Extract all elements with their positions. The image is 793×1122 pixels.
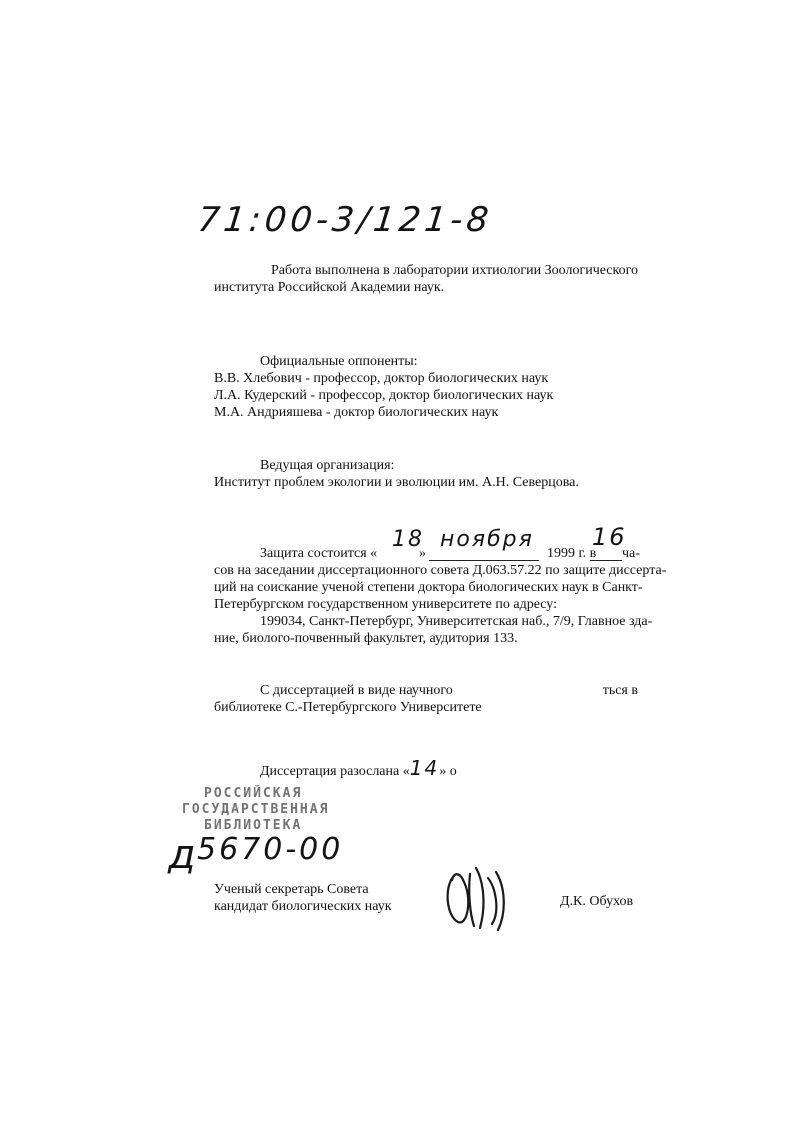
accession-prefix: д — [168, 832, 198, 878]
defense-month: ноября — [440, 527, 534, 552]
distribution-day: 14 — [409, 756, 440, 780]
defense-line1 — [214, 523, 640, 562]
secretary-block — [214, 881, 392, 915]
defense-line4: Петербургском государственном университете по адресу: — [214, 597, 557, 612]
defense-line5: 199034, Санкт-Петербург, Университетская наб., 7/9, Главное зда- — [260, 614, 653, 629]
opponents-heading: Официальные оппоненты: — [260, 354, 418, 369]
defense-hour: 16 — [592, 523, 627, 551]
library-note — [214, 682, 638, 716]
library-line2: библиотеке С.-Петербургского Университете — [214, 700, 482, 715]
secretary-degree: кандидат биологических наук — [214, 899, 392, 914]
lab-note — [214, 262, 638, 296]
secretary-name: Д.К. Обухов — [560, 894, 634, 909]
distribution-mid: » о — [439, 764, 457, 779]
stamp-line2: ГОСУДАРСТВЕННАЯ — [182, 802, 330, 817]
library-line1-end: ться в — [602, 683, 638, 698]
stamp-line3: БИБЛИОТЕКА — [204, 818, 303, 833]
stamp-line1: РОССИЙСКАЯ — [204, 786, 303, 801]
defense-year: 1999 г. в — [547, 546, 597, 561]
library-stamp — [182, 786, 329, 834]
lead-org-name: Институт проблем экологии и эволюции им. А.Н. Северцова. — [214, 475, 579, 490]
distribution-line — [260, 756, 457, 780]
opponent-3: М.А. Андрияшева - доктор биологических наук — [214, 405, 499, 420]
lab-note-line2: института Российской Академии наук. — [214, 280, 445, 295]
secretary-signature — [440, 858, 512, 932]
defense-prefix: Защита состоится « — [260, 546, 378, 561]
distribution-prefix: Диссертация разослана « — [260, 764, 410, 779]
secretary-title: Ученый секретарь Совета — [214, 882, 369, 897]
defense-line3: ций на соискание ученой степени доктора биологических наук в Санкт- — [214, 580, 643, 595]
defense-line2: сов на заседании диссертационного совета Д.063.57.22 по защите диссерта- — [214, 563, 667, 578]
lead-org-heading: Ведущая организация: — [260, 458, 395, 473]
library-line1-start: С диссертацией в виде научного — [260, 683, 453, 698]
archive-code: 71:00-3/121-8 — [195, 200, 495, 240]
defense-day: 18 — [392, 527, 424, 552]
accession-number: 5670-00 — [197, 832, 344, 867]
defense-tail: ча- — [622, 546, 640, 561]
defense-block — [214, 523, 667, 647]
lab-note-line1: Работа выполнена в лаборатории ихтиологии Зоологического — [271, 263, 639, 278]
lead-org-block — [214, 457, 579, 491]
opponent-2: Л.А. Кудерский - профессор, доктор биологических наук — [214, 388, 554, 403]
opponent-1: В.В. Хлебович - профессор, доктор биологических наук — [214, 371, 549, 386]
defense-mid: » — [419, 546, 426, 561]
opponents-block — [214, 353, 553, 421]
defense-line6: ние, биолого-почвенный факультет, аудитория 133. — [214, 631, 518, 646]
